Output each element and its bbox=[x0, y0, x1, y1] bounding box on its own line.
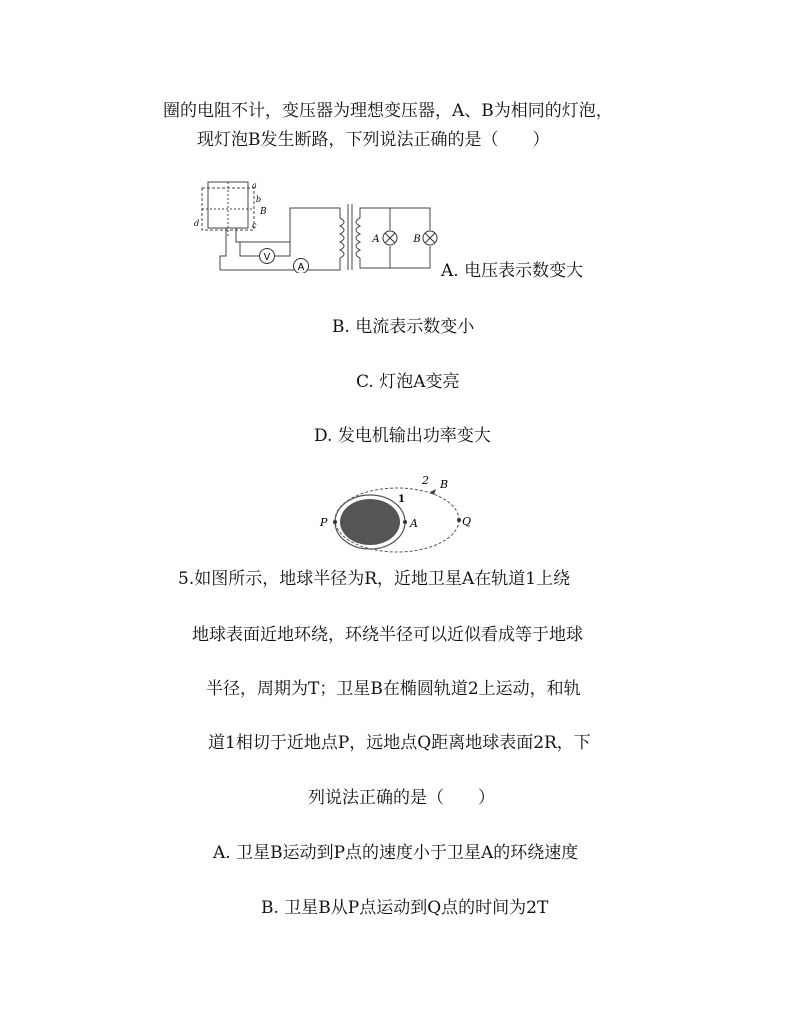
orbit-label-1: 1 bbox=[398, 494, 405, 505]
q5-option-b: B. 卫星B从P点运动到Q点的时间为2T bbox=[261, 898, 549, 918]
coil-label-a: a bbox=[252, 181, 257, 190]
ammeter-label: A bbox=[297, 262, 305, 273]
q5-stem-line-1: 5.如图所示，地球半径为R，近地卫星A在轨道1上绕 bbox=[178, 569, 571, 589]
voltmeter-icon bbox=[260, 249, 275, 264]
coil-label-d: d bbox=[194, 219, 200, 228]
q5-stem-line-5: 列说法正确的是（ ） bbox=[308, 788, 495, 808]
q4-stem-line-2: 现灯泡B发生断路，下列说法正确的是（ ） bbox=[197, 130, 550, 150]
satellite-a-label: A bbox=[410, 517, 418, 530]
q4-option-b: B. 电流表示数变小 bbox=[332, 317, 475, 337]
q4-option-c: C. 灯泡A变亮 bbox=[356, 372, 460, 392]
q5-stem-line-2: 地球表面近地环绕，环绕半径可以近似看成等于地球 bbox=[192, 625, 583, 645]
q5-option-a: A. 卫星B运动到P点的速度小于卫星A的环绕速度 bbox=[213, 843, 579, 863]
voltmeter-label: V bbox=[263, 252, 271, 263]
q4-option-d: D. 发电机输出功率变大 bbox=[314, 426, 491, 446]
lamp-b-label: B bbox=[413, 234, 421, 245]
coil-label-c: c bbox=[252, 221, 257, 230]
q5-stem-line-3: 半径，周期为T；卫星B在椭圆轨道2上运动，和轨 bbox=[206, 679, 581, 699]
q4-option-a: A. 电压表示数变大 bbox=[441, 261, 584, 281]
transformer-circuit-figure bbox=[180, 178, 450, 273]
coil-label-b: b bbox=[256, 195, 262, 204]
point-p-label: P bbox=[320, 516, 328, 529]
satellite-b-label: B bbox=[440, 478, 449, 491]
lamp-a-label: A bbox=[372, 234, 380, 245]
lamp-a-icon bbox=[371, 231, 397, 245]
ammeter-icon bbox=[294, 259, 309, 274]
point-q-label: Q bbox=[462, 515, 472, 528]
q5-stem-line-4: 道1相切于近地点P，远地点Q距离地球表面2R，下 bbox=[208, 733, 591, 753]
q4-stem-line-1: 圈的电阻不计，变压器为理想变压器，A、B为相同的灯泡， bbox=[163, 101, 613, 121]
orbit-figure bbox=[312, 472, 472, 562]
lamp-b-icon bbox=[412, 231, 437, 245]
orbit-label-2: 2 bbox=[422, 474, 429, 487]
field-label-b: B bbox=[260, 207, 267, 217]
earth bbox=[340, 499, 400, 545]
